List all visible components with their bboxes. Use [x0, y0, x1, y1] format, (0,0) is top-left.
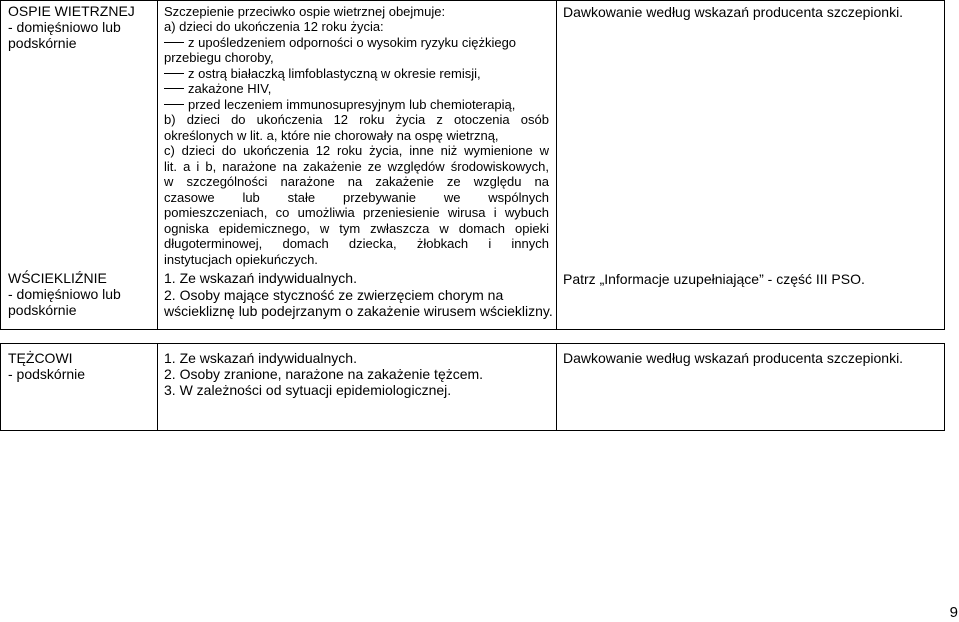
indication-line: a) dzieci do ukończenia 12 roku życia: — [164, 19, 384, 34]
table-border-right — [944, 0, 945, 330]
disease-name: WŚCIEKLIŹNIE — [8, 270, 107, 286]
dash-bullet-icon — [164, 73, 184, 74]
route-of-administration: - podskórnie — [8, 366, 86, 382]
table-border-bottom — [0, 329, 945, 330]
indication-text: przed leczeniem immunosupresyjnym lub chemioterapią, — [188, 97, 516, 112]
route-of-administration: - domięśniowo lub podskórnie — [8, 19, 121, 51]
disease-name: OSPIE WIETRZNEJ — [8, 3, 135, 19]
table2-border-left — [0, 343, 1, 431]
dash-bullet-icon — [164, 104, 184, 105]
dosage-text: Dawkowanie według wskazań producenta szczepionki. — [563, 350, 904, 366]
indication-bullet — [164, 35, 516, 50]
indication-line: 2. Osoby zranione, narażone na zakażenie tężcem. — [164, 366, 484, 382]
indication-line: wściekliznę lub podejrzanym o zakażenie wirusem wścieklizny. — [164, 303, 553, 319]
indication-bullet — [164, 81, 271, 96]
indication-line: 1. Ze wskazań indywidualnych. — [164, 350, 357, 366]
indication-line: c) dzieci do ukończenia 12 roku życia, inne niż wymienione w — [164, 143, 549, 158]
indication-line: określonych w lit. a, które nie chorowały na ospę wietrzną, — [164, 128, 499, 143]
route-of-administration: - domięśniowo lub podskórnie — [8, 286, 121, 318]
indication-line: lit. a i b, narażone na zakażenie ze względów środowiskowych, — [164, 159, 549, 174]
indication-line: ogniska epidemicznego, w tym zwłaszcza w domach opieki — [164, 221, 549, 236]
indication-line: 1. Ze wskazań indywidualnych. — [164, 270, 357, 286]
indication-line: przebiegu choroby, — [164, 50, 274, 65]
dash-bullet-icon — [164, 88, 184, 89]
dosage-text: Dawkowanie według wskazań producenta szczepionki. — [563, 4, 904, 20]
table2-divider-2 — [556, 343, 557, 431]
page-number: 9 — [949, 604, 958, 621]
indication-line: Szczepienie przeciwko ospie wietrznej obejmuje: — [164, 4, 446, 19]
indication-line: b) dzieci do ukończenia 12 roku życia z otoczenia osób — [164, 112, 549, 127]
indication-bullet — [164, 66, 481, 81]
indication-line: 3. W zależności od sytuacji epidemiologicznej. — [164, 382, 452, 398]
table2-border-bottom — [0, 430, 945, 431]
table-border-top — [0, 0, 945, 1]
table2-border-right — [944, 343, 945, 431]
column-divider-2 — [556, 0, 557, 330]
indication-text: z ostrą białaczką limfoblastyczną w okresie remisji, — [188, 66, 481, 81]
indication-line: instytucjach opiekuńczych. — [164, 252, 318, 267]
indication-line: długoterminowej, domach dziecka, żłobkach i innych — [164, 236, 549, 251]
table2-border-top — [0, 343, 945, 344]
indication-bullet — [164, 97, 515, 112]
column-divider-1 — [157, 0, 158, 330]
dash-bullet-icon — [164, 42, 184, 43]
indication-line: w szczególności narażone na zakażenie ze względu na — [164, 174, 549, 189]
dosage-text: Patrz „Informacje uzupełniające” - część III PSO. — [563, 271, 865, 287]
indication-text: z upośledzeniem odporności o wysokim ryzyku ciężkiego — [188, 35, 517, 50]
table2-divider-1 — [157, 343, 158, 431]
indication-text: zakażone HIV, — [188, 81, 272, 96]
disease-name: TĘŻCOWI — [8, 350, 73, 366]
indication-line: czasowe lub stałe przebywanie we wspólnych — [164, 190, 549, 205]
table-border-left — [0, 0, 1, 330]
indication-line: 2. Osoby mające styczność ze zwierzęciem chorym na — [164, 287, 504, 303]
indication-line: pomieszczeniach, co umożliwia przeniesienie wirusa i wybuch — [164, 205, 549, 220]
